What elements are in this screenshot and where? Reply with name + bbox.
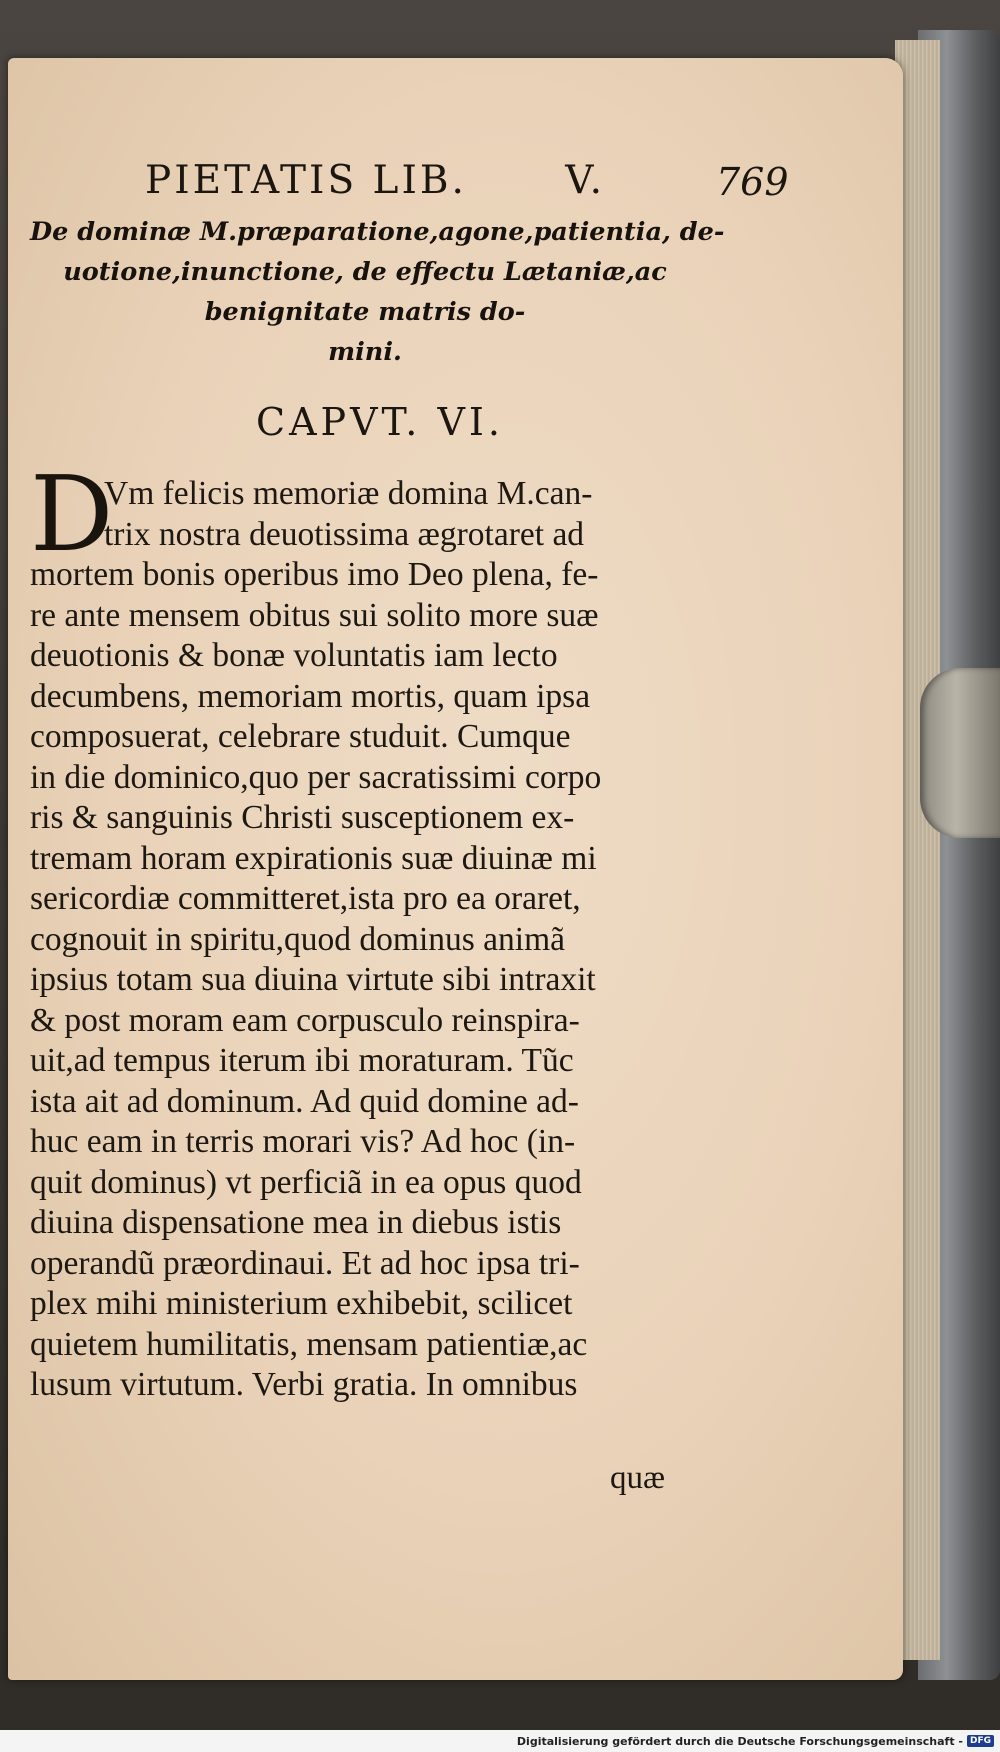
text-line: lusum virtutum. Verbi gratia. In omnibus <box>30 1366 578 1403</box>
text-line: ista ait ad dominum. Ad quid domine ad- <box>30 1082 579 1120</box>
text-line: ris & sanguinis Christi susceptionem ex- <box>30 799 575 836</box>
running-head <box>145 158 775 218</box>
body-text <box>30 474 730 1406</box>
text-line: in die dominico,quo per sacratissimi corpo <box>30 758 602 796</box>
text-line: trix nostra deuotissima ægrotaret ad <box>104 515 585 553</box>
text-line: decumbens, memoriam mortis, quam ipsa <box>30 677 591 715</box>
running-head-left: PIETATIS LIB. <box>145 158 467 203</box>
footer-credit: Digitalisierung gefördert durch die Deutsche Forschungsgemeinschaft - <box>516 1734 963 1748</box>
summary-line: mini. <box>328 337 402 367</box>
text-line: quietem humilitatis, mensam patientiæ,ac <box>30 1325 588 1363</box>
dfg-logo: DFG <box>967 1735 994 1747</box>
text-line: composuerat, celebrare studuit. Cumque <box>30 718 571 755</box>
summary-line: benignitate matris do- <box>204 297 526 327</box>
text-line: sericordiæ committeret,ista pro ea oraret, <box>30 880 581 917</box>
book-clasp <box>920 668 1000 838</box>
text-line: uit,ad tempus iterum ibi moraturam. Tũc <box>30 1042 574 1079</box>
text-line: re ante mensem obitus sui solito more suæ <box>30 596 599 634</box>
summary-line: uotione,inunctione, de effectu Lætaniæ,ac <box>63 257 667 287</box>
text-line: diuina dispensatione mea in diebus istis <box>30 1204 562 1241</box>
catchword: quæ <box>610 1460 666 1496</box>
text-line: & post moram eam corpusculo reinspira- <box>30 1001 580 1039</box>
running-head-right: V. <box>565 158 605 203</box>
text-line: ipsius totam sua diuina virtute sibi intraxit <box>30 961 596 998</box>
text-line: mortem bonis operibus imo Deo plena, fe- <box>30 556 599 593</box>
summary-line: De dominæ M.præparatione,agone,patientia, de- <box>30 217 725 247</box>
text-line: deuotionis & bonæ voluntatis iam lecto <box>30 637 558 674</box>
drop-cap: D <box>30 453 114 575</box>
chapter-heading: CAPVT. VI. <box>256 400 504 444</box>
text-line: tremam horam expirationis suæ diuinæ mi <box>30 839 597 877</box>
text-line: plex mihi ministerium exhibebit, scilicet <box>30 1285 573 1322</box>
text-line: huc eam in terris morari vis? Ad hoc (in- <box>30 1123 576 1160</box>
chapter-summary <box>30 212 725 372</box>
text-line: Vm felicis memoriæ domina M.can- <box>104 475 593 512</box>
text-line: operandũ præordinaui. Et ad hoc ipsa tri- <box>30 1244 580 1282</box>
text-line: quit dominus) vt perficiã in ea opus quod <box>30 1163 582 1201</box>
text-line: cognouit in spiritu,quod dominus animã <box>30 920 566 958</box>
folio-number: 769 <box>716 160 789 204</box>
digitization-footer <box>0 1730 1000 1752</box>
